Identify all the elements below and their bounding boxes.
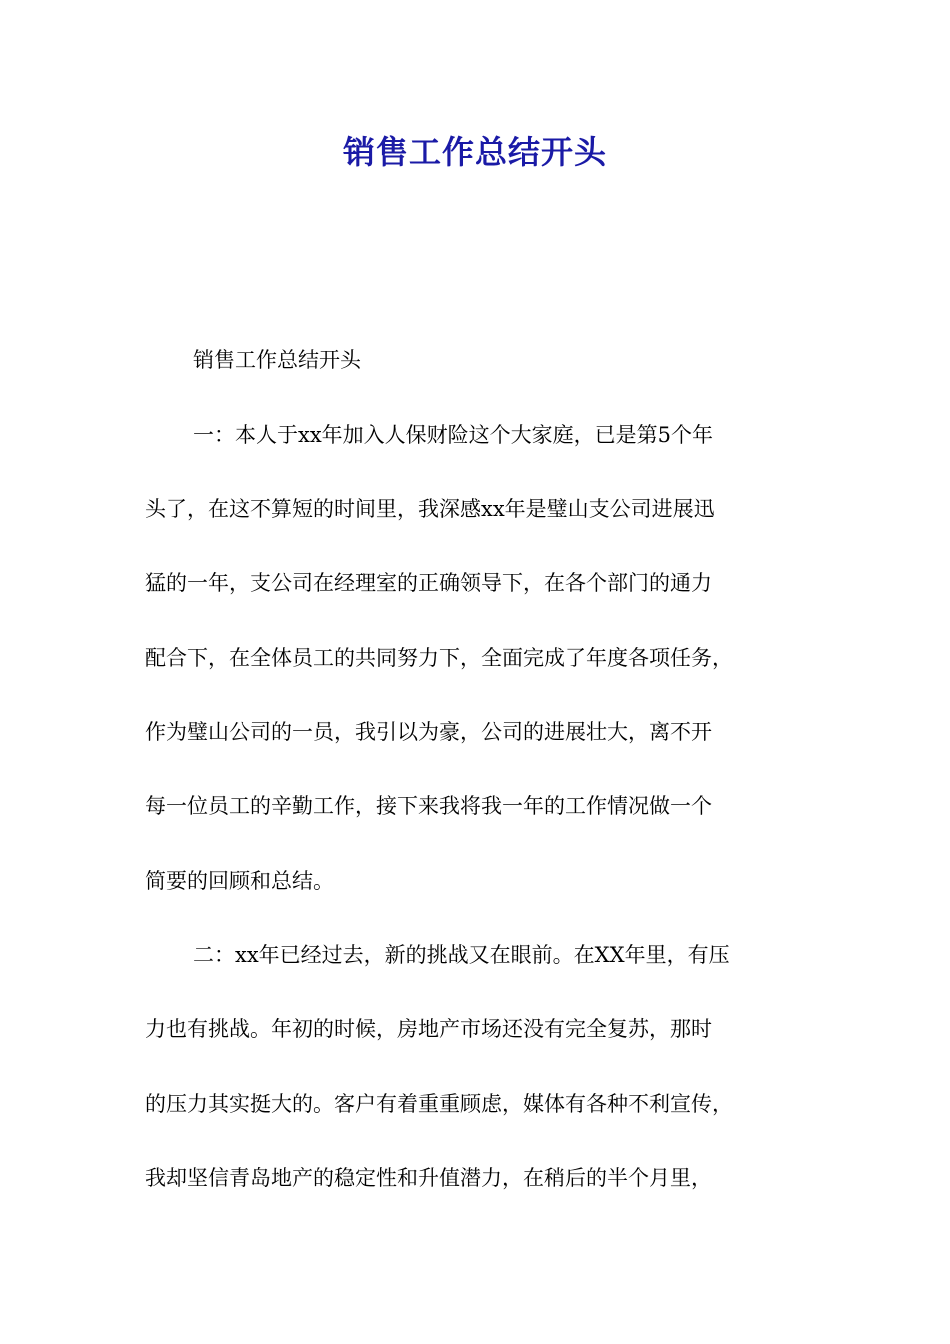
- paragraph1-line: 配合下，在全体员工的共同努力下，全面完成了年度各项任务，: [145, 646, 733, 670]
- document-subtitle: 销售工作总结开头: [193, 348, 361, 372]
- document-title: 销售工作总结开头: [342, 133, 607, 171]
- paragraph1-line: 作为璧山公司的一员，我引以为豪，公司的进展壮大，离不开: [145, 720, 712, 744]
- paragraph1-line: 猛的一年，支公司在经理室的正确领导下，在各个部门的通力: [145, 571, 712, 595]
- paragraph2-line: 我却坚信青岛地产的稳定性和升值潜力，在稍后的半个月里，: [145, 1166, 712, 1190]
- paragraph1-line: 每一位员工的辛勤工作，接下来我将我一年的工作情况做一个: [145, 794, 712, 818]
- paragraph1-line: 一：本人于xx年加入人保财险这个大家庭，已是第5个年: [193, 423, 714, 447]
- paragraph2-line: 二：xx年已经过去，新的挑战又在眼前。在XX年里，有压: [193, 943, 730, 967]
- paragraph2-line: 力也有挑战。年初的时候，房地产市场还没有完全复苏，那时: [145, 1017, 712, 1041]
- paragraph2-line: 的压力其实挺大的。客户有着重重顾虑，媒体有各种不利宣传，: [145, 1092, 733, 1116]
- paragraph1-line: 简要的回顾和总结。: [145, 869, 334, 893]
- paragraph1-line: 头了，在这不算短的时间里，我深感xx年是璧山支公司进展迅: [145, 497, 715, 521]
